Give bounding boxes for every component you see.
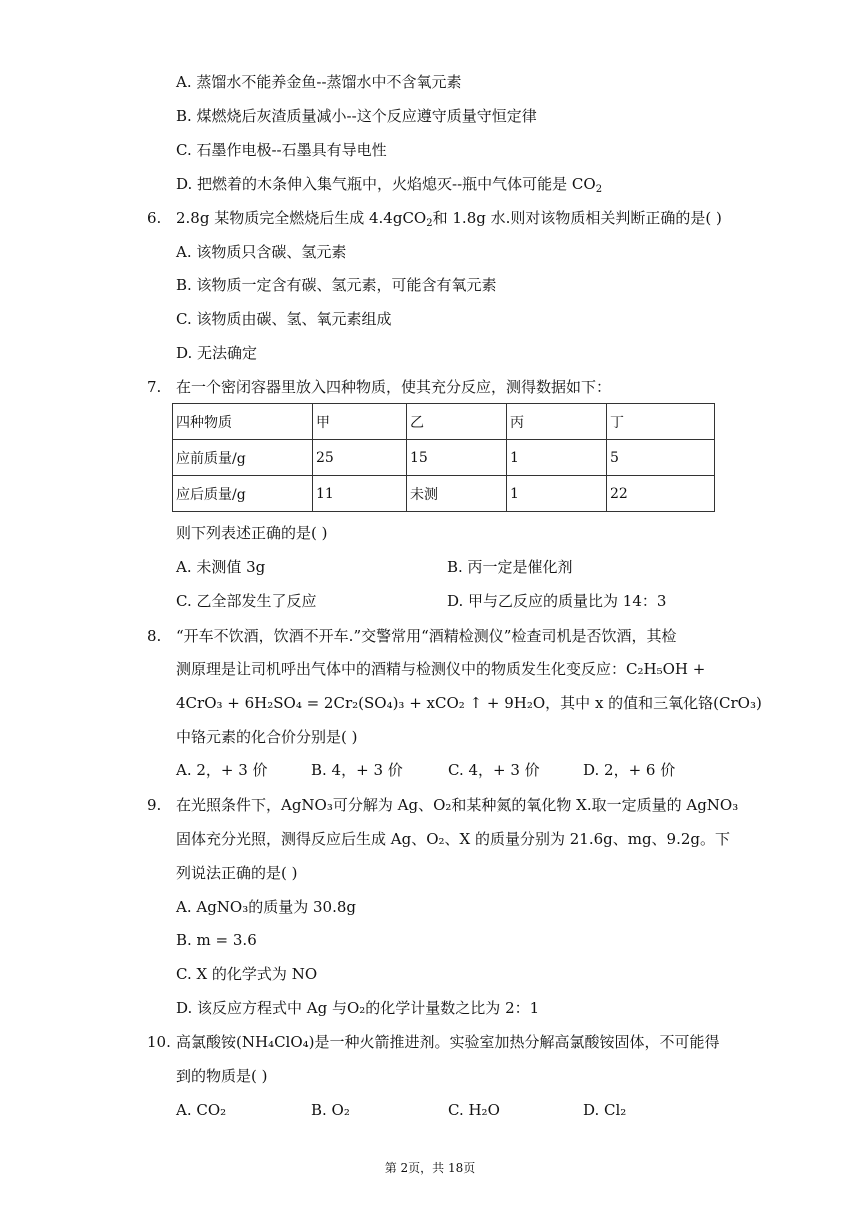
- q9-number: 9.: [147, 796, 162, 814]
- q6-option-c: C. 该物质由碳、氢、氧元素组成: [176, 310, 392, 328]
- q9-option-c: C. X 的化学式为 NO: [176, 965, 318, 983]
- table-cell: 四种物质: [173, 404, 313, 440]
- q7-option-b: B. 丙一定是催化剂: [447, 558, 573, 576]
- q6-option-a: A. 该物质只含碳、氢元素: [176, 243, 347, 261]
- table-cell: 甲: [313, 404, 407, 440]
- table-cell: 22: [607, 476, 715, 512]
- q10-option-b: B. O₂: [311, 1101, 350, 1119]
- q10-stem-line-1: 高氯酸铵(NH₄ClO₄)是一种火箭推进剂。实验室加热分解高氯酸铵固体，不可能得: [176, 1033, 720, 1051]
- table-cell: 15: [407, 440, 507, 476]
- q8-option-a: A. 2，+ 3 价: [176, 761, 268, 779]
- q6-option-b: B. 该物质一定含有碳、氢元素，可能含有氧元素: [176, 276, 497, 294]
- table-cell: 25: [313, 440, 407, 476]
- q5-option-c: C. 石墨作电极--石墨具有导电性: [176, 141, 387, 159]
- q7-option-c: C. 乙全部发生了反应: [176, 592, 317, 610]
- q8-option-c: C. 4，+ 3 价: [448, 761, 540, 779]
- q7-data-table: [172, 403, 715, 512]
- q8-option-d: D. 2，+ 6 价: [583, 761, 676, 779]
- table-cell: 未测: [407, 476, 507, 512]
- q5-option-b: B. 煤燃烧后灰渣质量减小--这个反应遵守质量守恒定律: [176, 107, 537, 125]
- q6-stem: 2.8g 某物质完全燃烧后生成 4.4gCO$_2$和 1.8g 水.则对该物质相关判断正确的是( ): [176, 209, 722, 229]
- q9-stem-line-1: 在光照条件下，AgNO₃可分解为 Ag、O₂和某种氮的氧化物 X.取一定质量的 AgNO₃: [176, 796, 739, 814]
- q10-stem-line-2: 到的物质是( ): [176, 1067, 268, 1085]
- table-cell: 1: [507, 440, 607, 476]
- q8-option-b: B. 4，+ 3 价: [311, 761, 403, 779]
- q8-stem-line-4: 中铬元素的化合价分别是( ): [176, 728, 358, 746]
- q9-stem-line-2: 固体充分光照，测得反应后生成 Ag、O₂、X 的质量分别为 21.6g、mg、9.2g。下: [176, 830, 731, 848]
- q6-option-d: D. 无法确定: [176, 344, 258, 362]
- q10-option-a: A. CO₂: [176, 1101, 227, 1119]
- q9-option-d: D. 该反应方程式中 Ag 与O₂的化学计量数之比为 2：1: [176, 999, 540, 1017]
- q8-stem-line-2: 测原理是让司机呼出气体中的酒精与检测仪中的物质发生化变反应：C₂H₅OH +: [176, 660, 706, 678]
- q6-number: 6.: [147, 209, 162, 227]
- q7-stem: 在一个密闭容器里放入四种物质，使其充分反应，测得数据如下：: [176, 378, 612, 396]
- page-footer: 第 2页，共 18页: [384, 1161, 476, 1175]
- q10-number: 10.: [147, 1033, 171, 1051]
- q9-option-a: A. AgNO₃的质量为 30.8g: [176, 898, 357, 916]
- table-cell: 5: [607, 440, 715, 476]
- q5-option-d: D. 把燃着的木条伸入集气瓶中，火焰熄灭--瓶中气体可能是 $CO_2$: [176, 175, 603, 195]
- table-cell: 应后质量/g: [173, 476, 313, 512]
- q10-option-d: D. Cl₂: [583, 1101, 627, 1119]
- q9-stem-line-3: 列说法正确的是( ): [176, 864, 298, 882]
- q7-option-d: D. 甲与乙反应的质量比为 14：3: [447, 592, 667, 610]
- table-row: [173, 440, 715, 476]
- table-cell: 1: [507, 476, 607, 512]
- q8-stem-line-1: “开车不饮酒，饮酒不开车.”交警常用“酒精检测仪”检查司机是否饮酒，其检: [176, 627, 677, 645]
- table-cell: 乙: [407, 404, 507, 440]
- table-cell: 应前质量/g: [173, 440, 313, 476]
- q10-option-c: C. H₂O: [448, 1101, 500, 1119]
- table-cell: 丙: [507, 404, 607, 440]
- q5-option-a: A. 蒸馏水不能养金鱼--蒸馏水中不含氧元素: [176, 73, 462, 91]
- table-cell: 丁: [607, 404, 715, 440]
- table-header-row: [173, 404, 715, 440]
- q9-option-b: B. m = 3.6: [176, 931, 257, 949]
- table-cell: 11: [313, 476, 407, 512]
- q7-option-a: A. 未测值 3g: [176, 558, 266, 576]
- q7-number: 7.: [147, 378, 162, 396]
- q8-stem-line-3: 4CrO₃ + 6H₂SO₄ = 2Cr₂(SO₄)₃ + xCO₂ ↑ + 9H₂O，其中 x 的值和三氧化铬(CrO₃): [176, 694, 762, 712]
- q8-number: 8.: [147, 627, 162, 645]
- table-row: [173, 476, 715, 512]
- q7-prompt: 则下列表述正确的是( ): [176, 524, 328, 542]
